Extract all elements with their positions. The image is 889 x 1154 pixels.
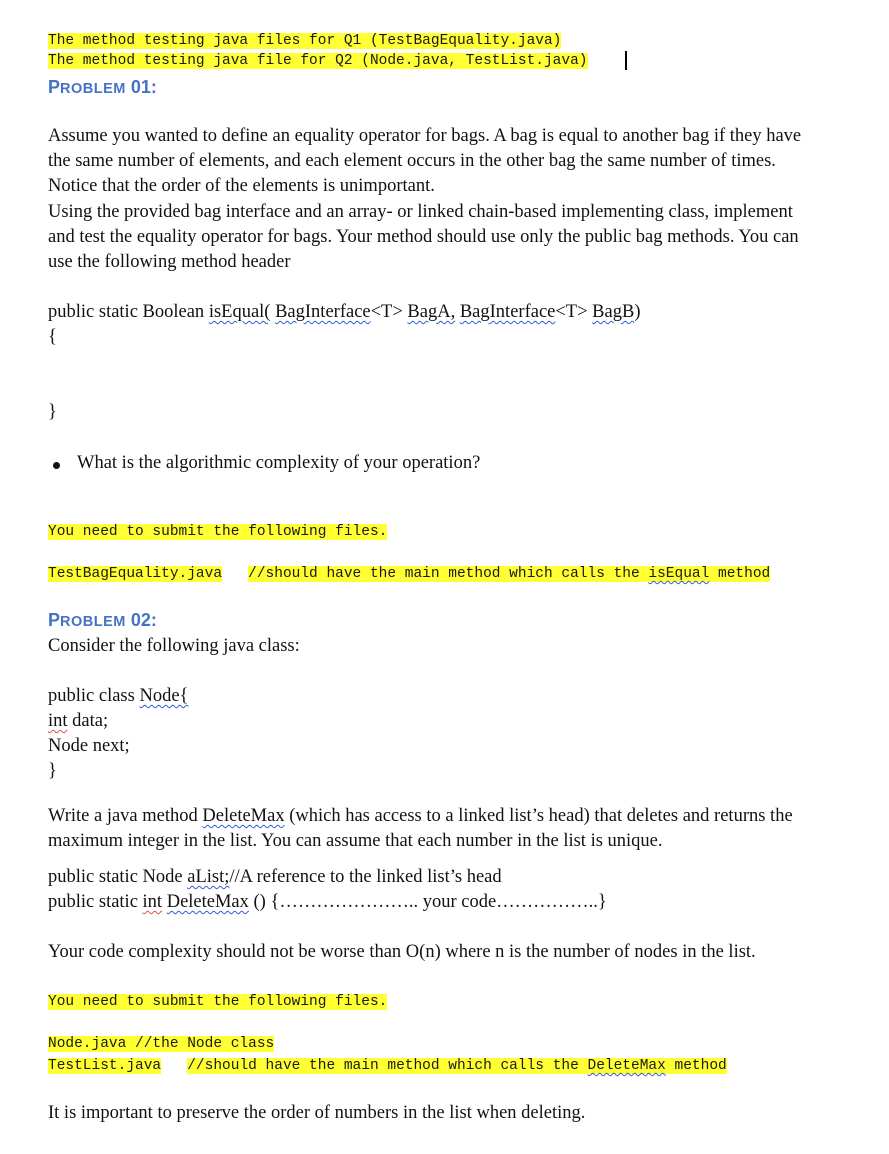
complexity-question: What is the algorithmic complexity of your operation? (77, 453, 481, 473)
closing-note: It is important to preserve the order of numbers in the list when deleting. (48, 1103, 586, 1123)
class-line-3: Node next; (48, 736, 130, 756)
submit-file-line-3: TestList.java //should have the main method which calls the DeleteMax method (48, 1058, 727, 1074)
close-brace: } (48, 402, 57, 422)
submit-note-1: You need to submit the following files. (48, 524, 388, 540)
method-signature: public static Boolean isEqual( BagInterface<T> BagA, BagInterface<T> BagB) (48, 302, 641, 322)
submit-file-line-1: TestBagEquality.java //should have the main method which calls the isEqual method (48, 566, 771, 582)
complexity-requirement: Your code complexity should not be worse than O(n) where n is the number of nodes in the list. (48, 942, 756, 962)
problem-2-task: Write a java method DeleteMax (which has access to a linked list’s head) that deletes and returns the maximum integer in the list. You can assume that each number in the list is unique. (48, 806, 793, 851)
header-line-1: The method testing java files for Q1 (TestBagEquality.java) (48, 33, 562, 49)
class-line-4: } (48, 761, 57, 781)
problem-2-heading: PROBLEM 02: (48, 610, 157, 630)
submit-file-line-2: Node.java //the Node class (48, 1036, 275, 1052)
problem-1-paragraph-1: Assume you wanted to define an equality operator for bags. A bag is equal to another bag if they have the same number of elements, and each element occurs in the other bag the same number of times. Notice that the order of the elements is unimportant. (48, 126, 802, 196)
class-line-2: int data; (48, 711, 109, 731)
class-line-1: public class Node{ (48, 686, 189, 706)
problem-2-intro: Consider the following java class: (48, 636, 300, 656)
bullet-icon (53, 462, 60, 469)
declaration-line-1: public static Node aList;//A reference to the linked list’s head (48, 867, 502, 887)
open-brace: { (48, 327, 57, 347)
problem-1-paragraph-2: Using the provided bag interface and an array- or linked chain-based implementing class, implement and test the equality operator for bags. Your method should use only the public bag methods. You can use the following method header (48, 202, 799, 272)
text-cursor (625, 51, 627, 70)
submit-note-2: You need to submit the following files. (48, 994, 388, 1010)
declaration-line-2: public static int DeleteMax () {………………….. your code……………..} (48, 892, 607, 912)
problem-1-heading: PROBLEM 01: (48, 77, 157, 97)
header-line-2: The method testing java file for Q2 (Node.java, TestList.java) (48, 53, 588, 69)
